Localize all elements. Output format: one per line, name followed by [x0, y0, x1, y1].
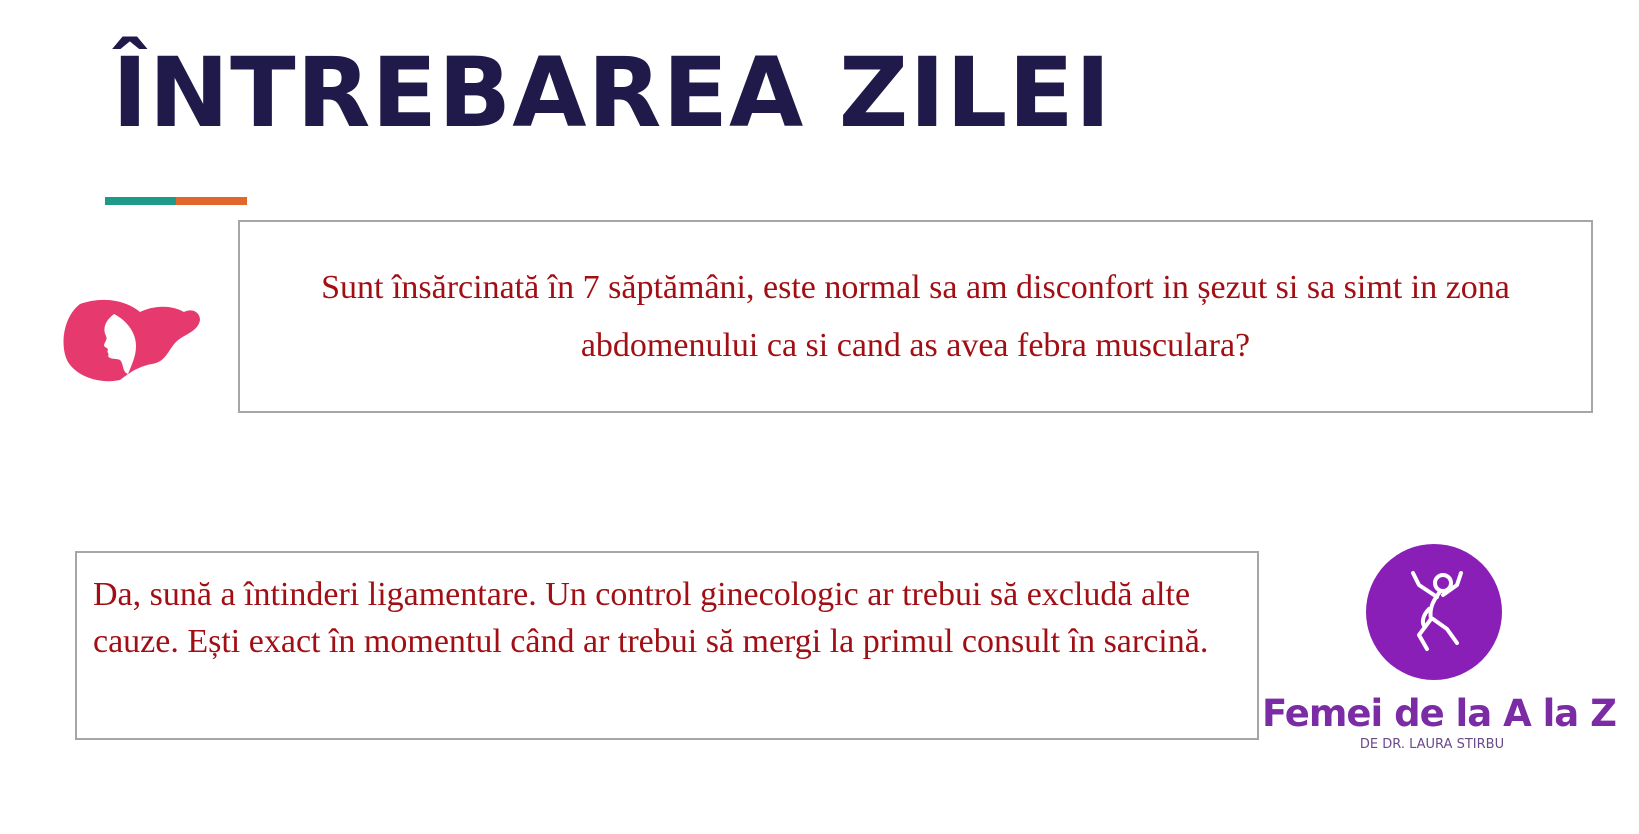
dancing-woman-icon [1399, 565, 1469, 660]
accent-bar-orange [176, 197, 247, 205]
answer-box [75, 551, 1259, 740]
brand-subtitle: DE DR. LAURA STIRBU [1359, 737, 1505, 752]
title-accent-bar [105, 197, 247, 205]
question-box [238, 220, 1593, 413]
brand-logo [1262, 544, 1616, 754]
woman-profile-hair-icon [60, 298, 204, 382]
accent-bar-teal [105, 197, 176, 205]
answer-text: Da, sună a întinderi ligamentare. Un control ginecologic ar trebui să excludă alte cauze. Ești exact în momentul când ar trebui să mergi la primul consult în sarcină. [93, 576, 1209, 660]
question-text: Sunt însărcinată în 7 săptămâni, este normal sa am disconfort in șezut si sa simt in zona abdomenului ca si cand as avea febra musculara? [321, 268, 1510, 364]
brand-circle [1366, 544, 1502, 680]
page-title: ÎNTREBAREA ZILEI [112, 37, 1112, 149]
brand-name: Femei de la A la Z [1262, 692, 1616, 735]
